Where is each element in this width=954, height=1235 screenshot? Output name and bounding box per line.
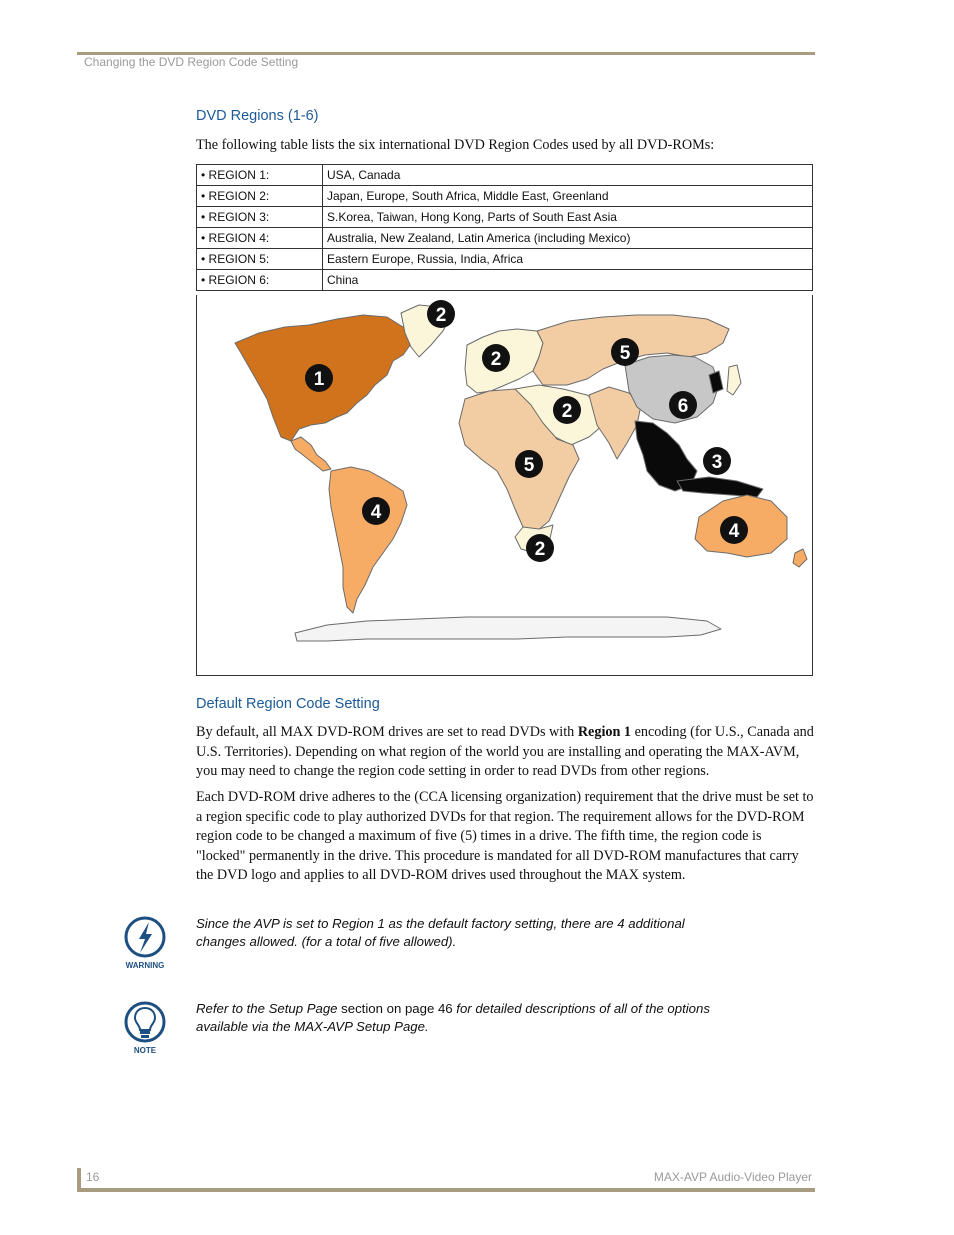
marker-region-5-africa — [515, 450, 543, 478]
default-paragraph — [196, 723, 814, 782]
countries-cell: Australia, New Zealand, Latin America (including Mexico) — [323, 228, 813, 249]
countries-cell: Eastern Europe, Russia, India, Africa — [323, 249, 813, 270]
marker-region-5-russia — [611, 338, 639, 366]
new-zealand-shape — [793, 549, 807, 567]
regions-table — [196, 164, 813, 291]
note-text-italic-2: for detailed descriptions of all of the options available via the MAX-AVP Setup Page. — [196, 1001, 710, 1034]
licensing-paragraph: Each DVD-ROM drive adheres to the (CCA licensing organization) requirement that the drive must be set to a region specific code to play authorized DVDs for that region. The requirement allows for the DVD-ROM region code to be changed a maximum of five (5) times in a drive. The fifth time, the region code is "locked" permanently in the drive. This procedure is mandated for all DVD-ROM manufactures that carry the DVD logo and applies to all DVD-ROM drives used throughout the MAX system. — [196, 789, 814, 884]
note-label: NOTE — [133, 1046, 157, 1055]
central-america-shape — [291, 437, 331, 471]
table-row — [197, 228, 813, 249]
marker-region-2-middle-east — [553, 396, 581, 424]
marker-label: 2 — [534, 539, 546, 560]
section-title-default-region: Default Region Code Setting — [196, 696, 380, 712]
marker-region-3 — [703, 447, 731, 475]
note-text-normal: section on page 46 — [337, 1001, 457, 1016]
intro-paragraph: The following table lists the six international DVD Region Codes used by all DVD-ROMs: — [196, 137, 715, 153]
countries-cell: USA, Canada — [323, 165, 813, 186]
south-america-shape — [329, 467, 407, 613]
marker-label: 3 — [711, 452, 723, 473]
marker-label: 5 — [523, 455, 535, 476]
section-title-dvd-regions: DVD Regions (1-6) — [196, 108, 319, 124]
table-row — [197, 207, 813, 228]
warning-label: WARNING — [125, 961, 165, 970]
note-text — [196, 1000, 736, 1035]
marker-region-4-south-america — [362, 497, 390, 525]
document-title: MAX-AVP Audio-Video Player — [653, 1170, 812, 1184]
region-cell: • REGION 3: — [197, 207, 323, 228]
running-head: Changing the DVD Region Code Setting — [84, 55, 299, 69]
marker-region-4-australia — [720, 516, 748, 544]
marker-region-2-south-africa — [526, 534, 554, 562]
note-text-italic-1: Refer to the Setup Page — [196, 1001, 338, 1016]
table-row — [197, 270, 813, 291]
marker-region-6 — [669, 391, 697, 419]
marker-region-2-greenland — [427, 300, 455, 328]
region-cell: • REGION 1: — [197, 165, 323, 186]
default-text-bold: Region 1 — [577, 724, 632, 740]
region-cell: • REGION 6: — [197, 270, 323, 291]
marker-region-2-europe — [482, 344, 510, 372]
table-row — [197, 249, 813, 270]
marker-label: 5 — [619, 343, 631, 364]
japan-shape — [727, 365, 741, 395]
marker-label: 6 — [677, 396, 689, 417]
marker-label: 4 — [370, 502, 382, 523]
default-text-end: encoding (for U.S., Canada and U.S. Territories). Depending on what region of the world you are installing and operating the MAX-AVM, you may need to change the region code setting in order to read DVDs from other regions. — [196, 724, 814, 780]
lightning-bolt-icon — [118, 915, 172, 973]
table-row — [197, 186, 813, 207]
countries-cell: China — [323, 270, 813, 291]
countries-cell: S.Korea, Taiwan, Hong Kong, Parts of South East Asia — [323, 207, 813, 228]
marker-label: 2 — [561, 401, 573, 422]
lightbulb-icon — [118, 1000, 172, 1058]
marker-label: 4 — [728, 521, 740, 542]
marker-label: 1 — [313, 369, 325, 390]
region-cell: • REGION 2: — [197, 186, 323, 207]
default-text-start: By default, all MAX DVD-ROM drives are set to read DVDs with — [196, 724, 578, 740]
countries-cell: Japan, Europe, South Africa, Middle East, Greenland — [323, 186, 813, 207]
marker-label: 2 — [490, 349, 502, 370]
page-number: 16 — [86, 1170, 100, 1184]
region-cell: • REGION 4: — [197, 228, 323, 249]
marker-region-1 — [305, 364, 333, 392]
indonesia-shape — [677, 477, 763, 497]
footer-rule — [77, 1188, 815, 1192]
region-cell: • REGION 5: — [197, 249, 323, 270]
antarctica-shape — [295, 617, 721, 641]
marker-label: 2 — [435, 305, 447, 326]
warning-text: Since the AVP is set to Region 1 as the default factory setting, there are 4 additional changes allowed. (for a total of five allowed). — [196, 916, 685, 949]
world-region-map — [196, 295, 813, 676]
table-row — [197, 165, 813, 186]
world-map-svg — [197, 295, 812, 675]
